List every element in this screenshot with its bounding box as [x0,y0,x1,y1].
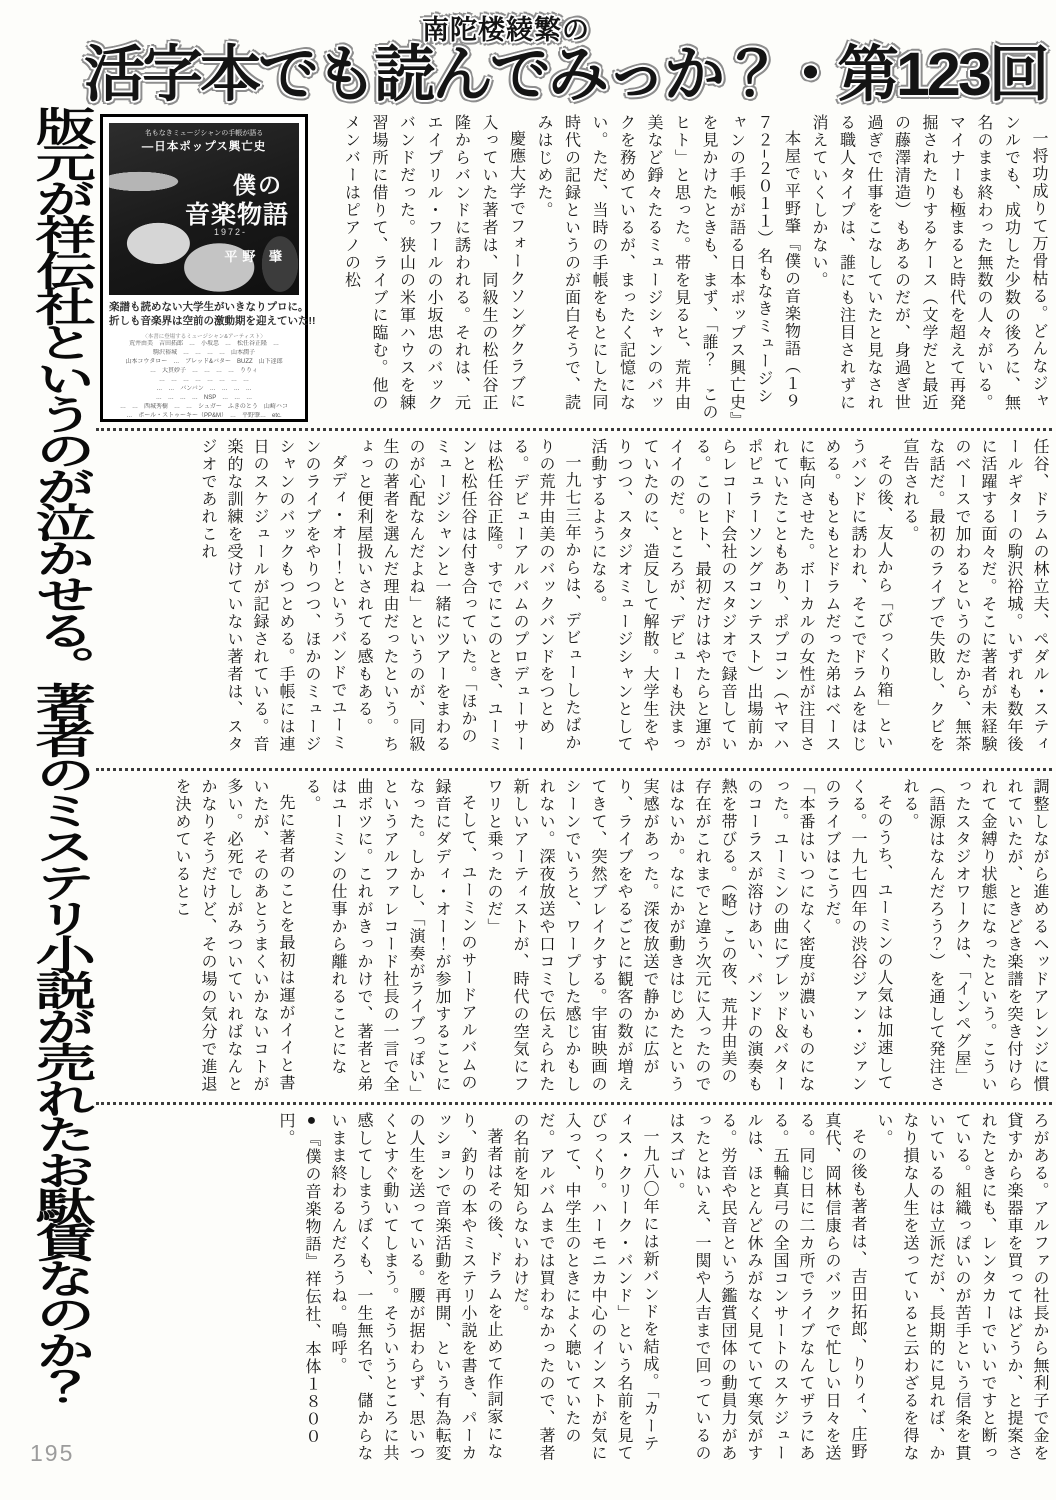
paragraph: 慶應大学でフォークソングクラブに入っていた著者は、同級生の松任谷正隆からバンドに誘われる。それは、元エイプリル・フールの小坂忠のバックバンドだった。狭山の米軍ハウスを練習場所に借りて、ライブに臨む。他のメンバーはピアノの松 [342,114,525,412]
paragraph: 本屋で平野肇『僕の音楽物語（１９７２−２０１１）名もなきミュージシャンの手帳が語る日本ポップス興亡史』を見かけたときも、まず、「誰？ このヒト」と思った。帯を見ると、荒井由美など錚々たるミュージシャンのバックを務めているが、まったく記憶にない。ただ、当時の手帳をもとにした同時代の記録というのが面白そうで、読みはじめた。 [535,114,800,421]
cover-tagline-1: 楽譜も読めない大学生がいきなりプロに。 [109,301,309,313]
cover-kicker: 名もなきミュージシャンの手帳が語る [144,130,264,137]
headline-vertical: 版元が祥伝社というのが泣かせる。著者のミステリ小説が売れたお駄賃なのか？ [27,106,94,1402]
paragraph: 「本番はいつになく密度が濃いものになった。ユーミンの曲にブレッド＆バターのコーラスが溶けあい、バンドの演奏も熱を帯びる。（略）この夜、荒井由美の存在がこれまでと違う次元に入ったのではないか。なにかが動きはじめたという実感があった。深夜放送で静かに広がり、ライブをやるごとに観客の数が増えてきて、突然ブレイクする。宇宙映画のシーンでいうと、ワープした感じかもしれない。深夜放送や口コミで伝えられた新しいアーティストが、時代の空気にフワリと乗ったのだ」 [485,778,814,1093]
paragraph: 先に著者のことを最初は運がイイと書いたが、そのあとうまくいかないコトが多い。必死でしがみついていればなんとかなりそうだけど、その場の気分で進退を決めているとこ [173,778,294,1093]
dotted-divider-3 [96,1102,1052,1105]
book-cover [100,114,316,422]
paragraph: そのうち、ユーミンの人気は加速してくる。一九七四年の渋谷ジァン・ジァンのライブはこうだ。 [823,778,892,1093]
column-title: 活字本でも読んでみっか？・第123回 [84,40,1047,108]
paragraph: ろがある。アルファの社長から無利子で金を貸すから楽器車を買ってはどうか、と提案されたときにも、レンタカーでいいですと断っている。組織っぽいのが苦手という信条を貫いているのは立派だが、長期的に見れば、かなり損な人生を送っていると云わざるを得ない。 [875,1112,1048,1462]
text-band-1 [100,114,1052,422]
cover-subtitle: ―日本ポップス興亡史 [141,141,267,153]
paragraph: 調整しながら進めるヘッドアレンジに慣れていたが、ときどき楽譜を突き付けられて金縛り状態になったという。こういったスタジオワークは、「インペグ屋」（語源はなんだろう？）を通して発注される。 [901,778,1048,1093]
text-band-3 [100,778,1052,1096]
paragraph: ダディ・オー！というバンドでユーミンのライブをやりつつ、ほかのミュージシャンのバックもつとめる。手帳には連日のスケジュールが記録されている。音楽的な訓練を受けていない著者は、スタジオであれこれ [199,438,346,753]
cover-names-line: … … … … NSP … … … [155,395,253,402]
body-text-1 [316,114,1052,422]
page-number: 195 [30,1440,75,1466]
column-series-title: 南陀楼綾繁の [422,15,590,45]
body-text-2 [100,438,1052,762]
body-text-3 [100,778,1052,1096]
cover-names-line: … … … … … … … … [158,377,249,384]
book-cover-photo [109,123,299,295]
text-band-2 [100,438,1052,762]
cover-names-line: 駒沢裕城 … … … … 山本潤子 [152,350,255,357]
paragraph: 任谷、ドラムの林立夫、ペダル・スティールギターの駒沢裕城。いずれも数年後に活躍する面々だ。そこに著者が未経験のベースで加わるというのだから、無茶な話だ。最初のライブで失敗し、クビを宣告される。 [901,438,1048,753]
cover-names-line: 荒井由美 吉田拓郎 … 小坂忠 … 松任谷正隆 … [128,341,279,348]
text-band-4 [100,1112,1052,1464]
cover-names-line: 山本コウタロー … ブレッド&バター BUZZ 山下達郎 [125,359,283,366]
cover-bottom-panel [109,295,316,421]
cover-tagline-2: 折しも音楽界は空前の激動期を迎えていた!! [109,315,316,328]
body-text-4 [100,1112,1052,1464]
cover-years: 1972- [213,227,247,237]
cover-names-line: … 大貫妙子 … … … … りりィ [150,368,258,375]
dotted-divider-2 [96,768,1052,771]
paragraph: その後、友人から「びっくり箱」というバンドに誘われ、そこでドラムをはじめる。もともとドラムだった弟はベースに転向させた。ボーカルの女性が注目されていたこともあり、ポプコン（ヤマハポピュラーソングコンテスト）出場前からレコード会社のスタジオで録音している。このヒト、最初だけはやたらと運がイイのだ。ところが、デビューも決まっていたのに、造反して解散。大学生をやりつつ、スタジオミュージシャンとして活動するようになる。 [589,438,892,753]
paragraph: 一九八〇年には新バンドを結成。「カーティス・クリーク・バンド」という名前を見てびっくり。ハーモニカ中心のインストが気に入って、中学生のときによく聴いていたのだ。アルバムまでは買わなかったので、著者の名前を知らないわけだ。 [511,1112,658,1462]
cover-names-line: … … 西城秀樹 … … シュガー ふきのとう 山崎ハコ [120,404,288,411]
paragraph: そして、ユーミンのサードアルバムの録音にダディ・オー！が参加することになった。しかし、「演奏がライブっぽい」というアルファレコード社長の一言で全曲ボツに。これがきっかけで、著者と弟はユーミンの仕事から離れることになる。 [303,778,476,1095]
cover-names-caption: 〈本書に登場するミュージシャン&アーティスト〉 [142,334,266,341]
cover-title-line1: 僕の [233,172,283,198]
cover-title-line2: 音楽物語 [184,201,289,229]
paragraph: 一九七三年からは、デビューしたばかりの荒井由美のバックバンドをつとめる。デビューアルバムのプロデューサーは松任谷正隆。すでにこのとき、ユーミンと松任谷は付き合っていた。「ほかのミュージシャンと一緒にツアーをまわるのが心配なんだよね」というのが、同級生の著者を選んだ理由だったという。ちょっと便利屋扱いされてる感もある。 [355,438,580,753]
cover-names-line: … … バンバン … … … … [156,386,252,393]
cover-author: 平野 肇 [224,249,287,264]
dotted-divider-1 [96,428,1052,431]
cover-names-line: … ポール・ストゥーキー（PP&M） … 平野肇… etc. [126,413,282,420]
paragraph: その後も著者は、吉田拓郎、りりィ、庄野真代、岡林信康らのバックで忙しい日々を送る。同じ日に二カ所でライブなんてザラにある。五輪真弓の全国コンサートのスケジュールは、ほとんど休みがなく見ていて寒気がする。労音や民音という鑑賞団体の動員力があったとはいえ、一関や人吉まで回っているのはスゴい。 [667,1112,866,1462]
paragraph: 著者はその後、ドラムを止めて作詞家になり、釣りの本やミステリ小説を書き、パーカッションで音楽活動を再開、という有為転変の人生を送っている。腰が据わらず、思いつくとすぐ動いてしまう。そういうところに共感してしまうぼくも、一生無名で、儲からないまま終わるんだろうね。嗚呼。 [329,1112,502,1462]
paragraph: 一将功成りて万骨枯る。どんなジャンルでも、成功した少数の後ろに、無名のまま終わった無数の人々がいる。マイナーも極まると時代を超えて再発掘されたりするケース（文学だと最近の藤澤清造）もあるのだが、身過ぎ世過ぎで仕事をこなしていたと見なされる職人タイプは、誰にも注目されずに消えていくしかない。 [810,114,1047,412]
paragraph: ●『僕の音楽物語』祥伝社、本体１８００円。 [277,1112,320,1446]
